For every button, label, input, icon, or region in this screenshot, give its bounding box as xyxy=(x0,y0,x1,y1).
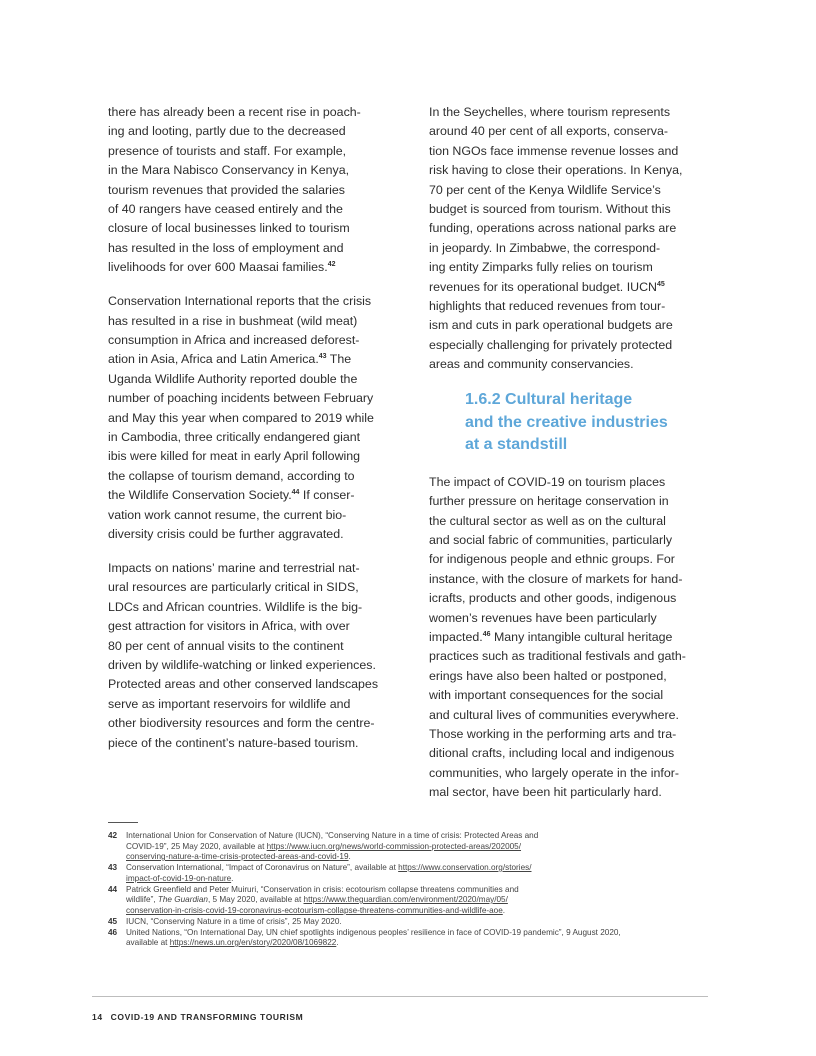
paragraph-cultural-heritage: The impact of COVID-19 on tourism places further pressure on heritage conservation in the cultural sector as well as on the cultural and social fabric of communities, particularly for indigenous people and ethnic groups. For instance, with the closure of markets for hand- icrafts, products and other goods, indigenous women’s revenues have been particularly impacted.$^{46}$ Many intangible cultural heritage practices such as traditional festivals and gath- erings have also been halted or postponed, with important consequences for the social and cultural lives of communities everywhere. Those working in the performing arts and tra- ditional crafts, including local and indigenous communities, who largely operate in the infor- mal sector, have been hit particularly hard. xyxy=(429,474,686,800)
footnote-ref-43[interactable]: 43 xyxy=(318,353,327,361)
footnote-link[interactable]: https://www.iucn.org/news/world-commission-protected-areas/202005/ conserving-nature-a-time-crisis-protected-areas-and-covid-19 xyxy=(126,841,522,861)
footnote-ref-45[interactable]: 45 xyxy=(656,280,665,288)
paragraph-poaching: there has already been a recent rise in poach- ing and looting, partly due to the decreased presence of tourists and staff. For example, in the Mara Nabisco Conservancy in Kenya, tourism revenues that provided the salaries of 40 rangers have ceased entirely and the closure of local businesses linked to tourism has resulted in the loss of employment and livelihoods for over 600 Maasai families.$^{42}$ xyxy=(108,105,361,275)
paragraph-seychelles: In the Seychelles, where tourism represents around 40 per cent of all exports, conserva- tion NGOs face immense revenue losses and risk having to close their operations. In Kenya, 70 per cent of the Kenya Wildlife Service’s budget is sourced from tourism. Without this funding, operations across national parks are in jeopardy. In Zimbabwe, the correspond- ing entity Zimparks fully relies on tourism revenues for its operational budget. IUCN$^{45}$ highlights that reduced revenues from tour- ism and cuts in park operational budgets are especially challenging for privately protected areas and community conservancies. xyxy=(429,105,683,372)
footnote-link[interactable]: https://www.theguardian.com/environment/2020/may/05/ conservation-in-crisis-covid-19-coronavirus-ecotourism-collapse-threatens-communities-and-wildlife-aoe xyxy=(126,895,508,915)
footnote-divider xyxy=(108,822,138,823)
footnote-46: 46 United Nations, “On International Day, UN chief spotlights indigenous peoples’ resilience in face of COVID-19 pandemic”, 9 August 2020, available at https://news.un.org/en/story/2020/08/1069822. xyxy=(108,927,621,947)
paragraph-bushmeat: Conservation International reports that the crisis has resulted in a rise in bushmeat (wild meat) consumption in Africa and increased deforest- ation in Asia, Africa and Latin America.$^{43}$ The Uganda Wildlife Authority reported double the number of poaching incidents between February and May this year when compared to 2019 while in Cambodia, three critically endangered giant ibis were killed for meat in early April following the collapse of tourism demand, according to the Wildlife Conservation Society.$^{44}$ If conser- vation work cannot resume, the current bio- diversity crisis could be further aggravated. xyxy=(108,294,374,542)
footer-divider xyxy=(92,996,708,997)
running-title: COVID-19 AND TRANSFORMING TOURISM xyxy=(110,1012,304,1022)
footnote-45: 45 IUCN, “Conserving Nature in a time of crisis”, 25 May 2020. xyxy=(108,916,342,926)
paragraph-natural-resources: Impacts on nations’ marine and terrestrial nat- ural resources are particularly critical in SIDS, LDCs and African countries. Wildlife is the big- gest attraction for visitors in Africa, with over 80 per cent of annual visits to the continent driven by wildlife-watching or linked experiences. Protected areas and other conserved landscapes serve as important reservoirs for wildlife and other biodiversity resources and form the centre- piece of the continent’s nature-based tourism. xyxy=(108,560,379,750)
right-column xyxy=(429,103,713,817)
footnote-link[interactable]: https://news.un.org/en/story/2020/08/1069822 xyxy=(169,938,337,947)
section-heading: 1.6.2 Cultural heritage and the creative industries at a standstill xyxy=(465,391,668,454)
footnote-43: 43 Conservation International, “Impact of Coronavirus on Nature”, available at https://www.conservation.org/stories/ impact-of-covid-19-on-nature. xyxy=(108,863,532,883)
footnotes xyxy=(108,831,708,949)
footnote-ref-44[interactable]: 44 xyxy=(291,489,300,497)
page-number: 14 xyxy=(92,1012,103,1022)
left-column xyxy=(108,103,392,768)
page-footer xyxy=(92,1012,303,1022)
footnote-ref-42[interactable]: 42 xyxy=(327,261,336,269)
footnote-44: 44 Patrick Greenfield and Peter Muiruri, “Conservation in crisis: ecotourism collapse threatens communities and wildlife”, The Guardian, 5 May 2020, available at https://www.theguardian.com/environment/2020/may/05/ conservation-in-crisis-covid-19-coronavirus-ecotourism-collapse-threatens-communities-and-wildlife-aoe. xyxy=(108,884,519,915)
footnote-link[interactable]: https://www.conservation.org/stories/ impact-of-covid-19-on-nature xyxy=(126,863,532,883)
footnote-ref-46[interactable]: 46 xyxy=(482,630,491,638)
footnote-42: 42 International Union for Conservation of Nature (IUCN), “Conserving Nature in a time of crisis: Protected Areas and COVID-19”, 25 May 2020, available at https://www.iucn.org/news/world-commission-protected-areas/202005/ conserving-nature-a-time-crisis-protected-areas-and-covid-19. xyxy=(108,831,539,861)
